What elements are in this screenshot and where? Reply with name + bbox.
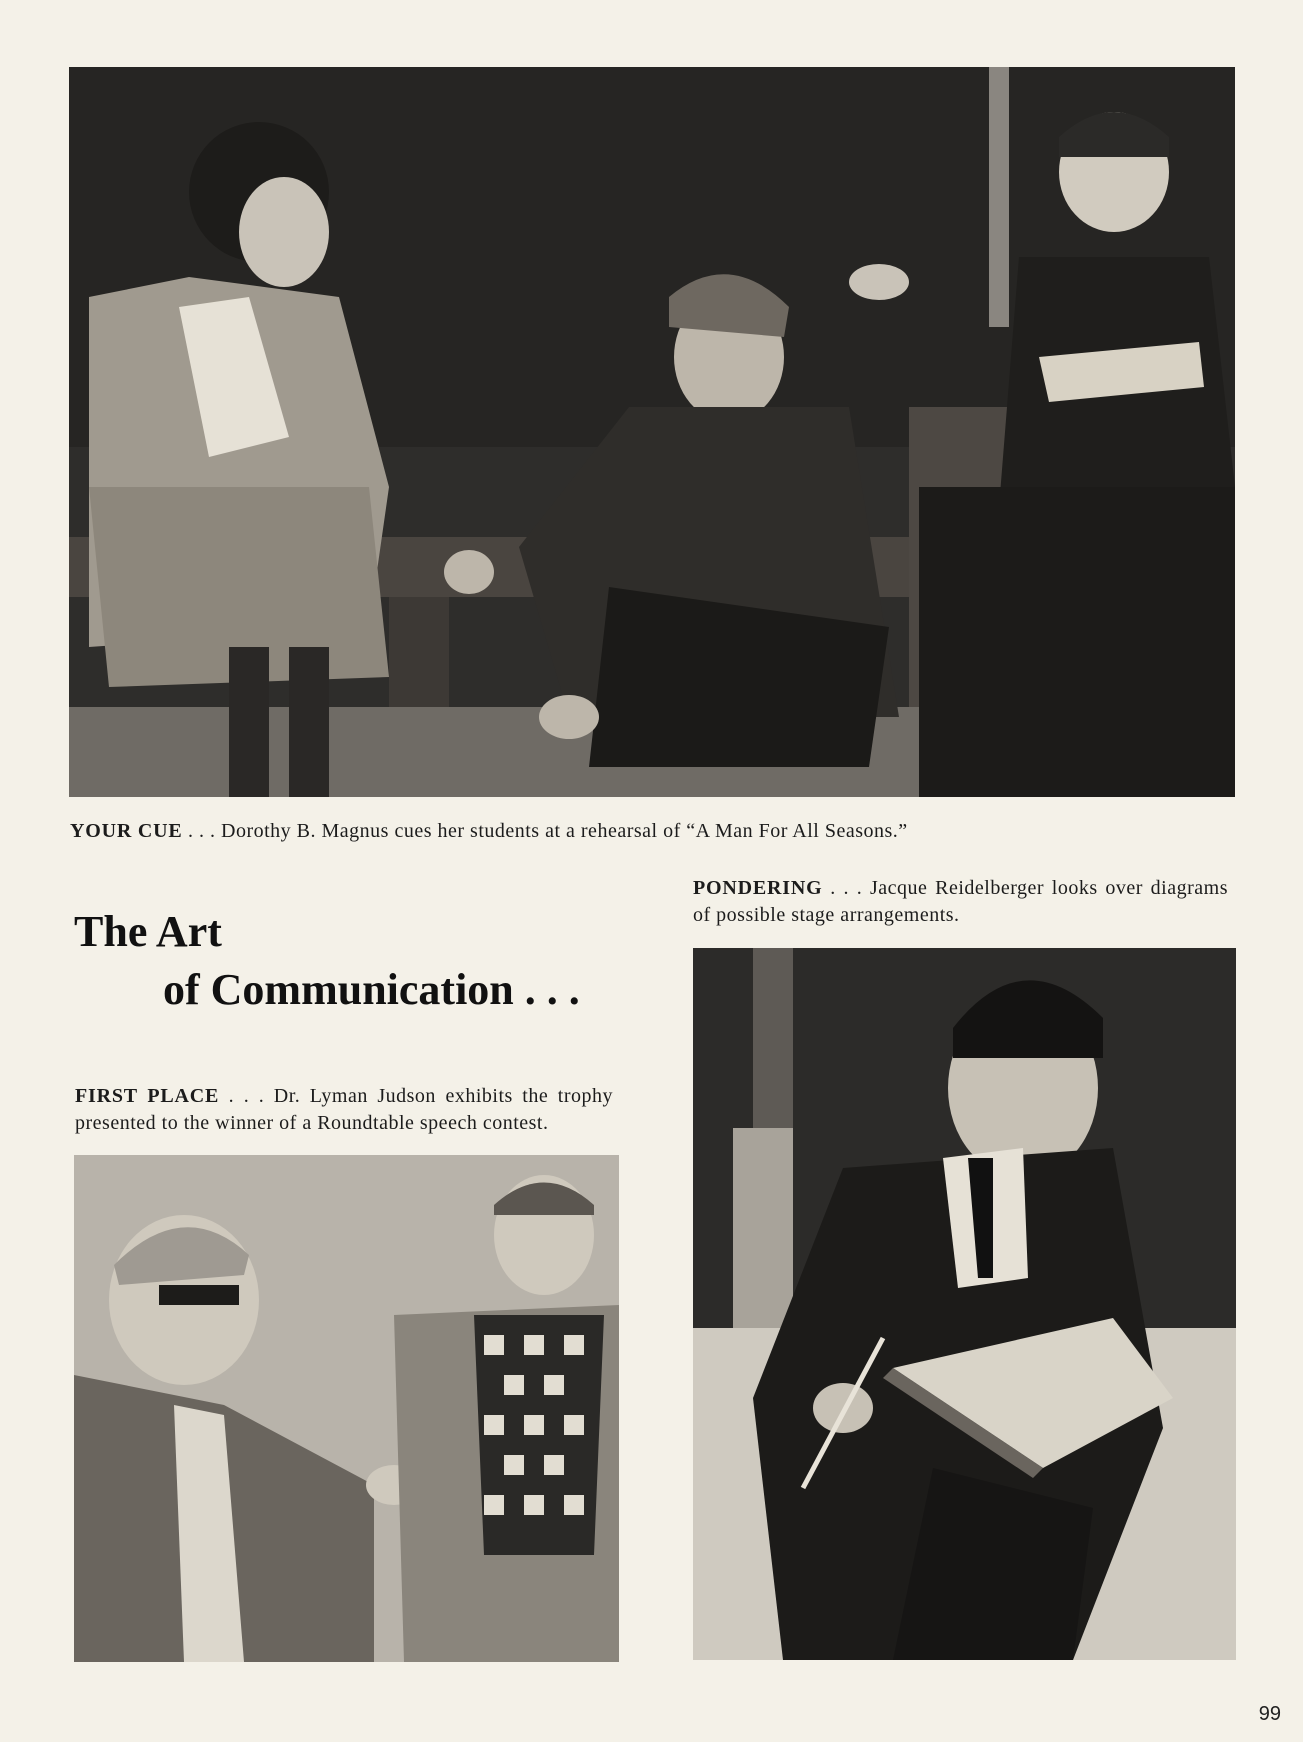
headline-line-2: of Communication . . . bbox=[163, 965, 580, 1014]
rehearsal-photo bbox=[69, 67, 1235, 797]
your-cue-caption-text: . . . Dorothy B. Magnus cues her students at a rehearsal of “A Man For All Seasons.” bbox=[182, 820, 908, 842]
pondering-caption-text: . . . Jacque Reidelberger looks over diagrams of possible stage arrangements. bbox=[693, 877, 1228, 926]
first-place-caption-text: . . . Dr. Lyman Judson exhibits the trophy presented to the winner of a Roundtable speech contest. bbox=[75, 1085, 613, 1134]
your-cue-caption bbox=[70, 818, 1240, 845]
first-place-caption-lead: FIRST PLACE bbox=[75, 1085, 220, 1107]
first-place-caption bbox=[75, 1083, 613, 1137]
trophy-photo-graphic bbox=[74, 1155, 619, 1662]
pondering-caption bbox=[693, 875, 1228, 929]
trophy-photo bbox=[74, 1155, 619, 1662]
pondering-photo bbox=[693, 948, 1236, 1660]
page-number: 99 bbox=[1258, 1703, 1281, 1725]
pondering-photo-graphic bbox=[693, 948, 1236, 1660]
headline-line-1: The Art bbox=[74, 907, 222, 956]
rehearsal-photo-graphic bbox=[69, 67, 1235, 797]
your-cue-caption-lead: YOUR CUE bbox=[70, 820, 183, 842]
pondering-caption-lead: PONDERING bbox=[693, 877, 823, 899]
